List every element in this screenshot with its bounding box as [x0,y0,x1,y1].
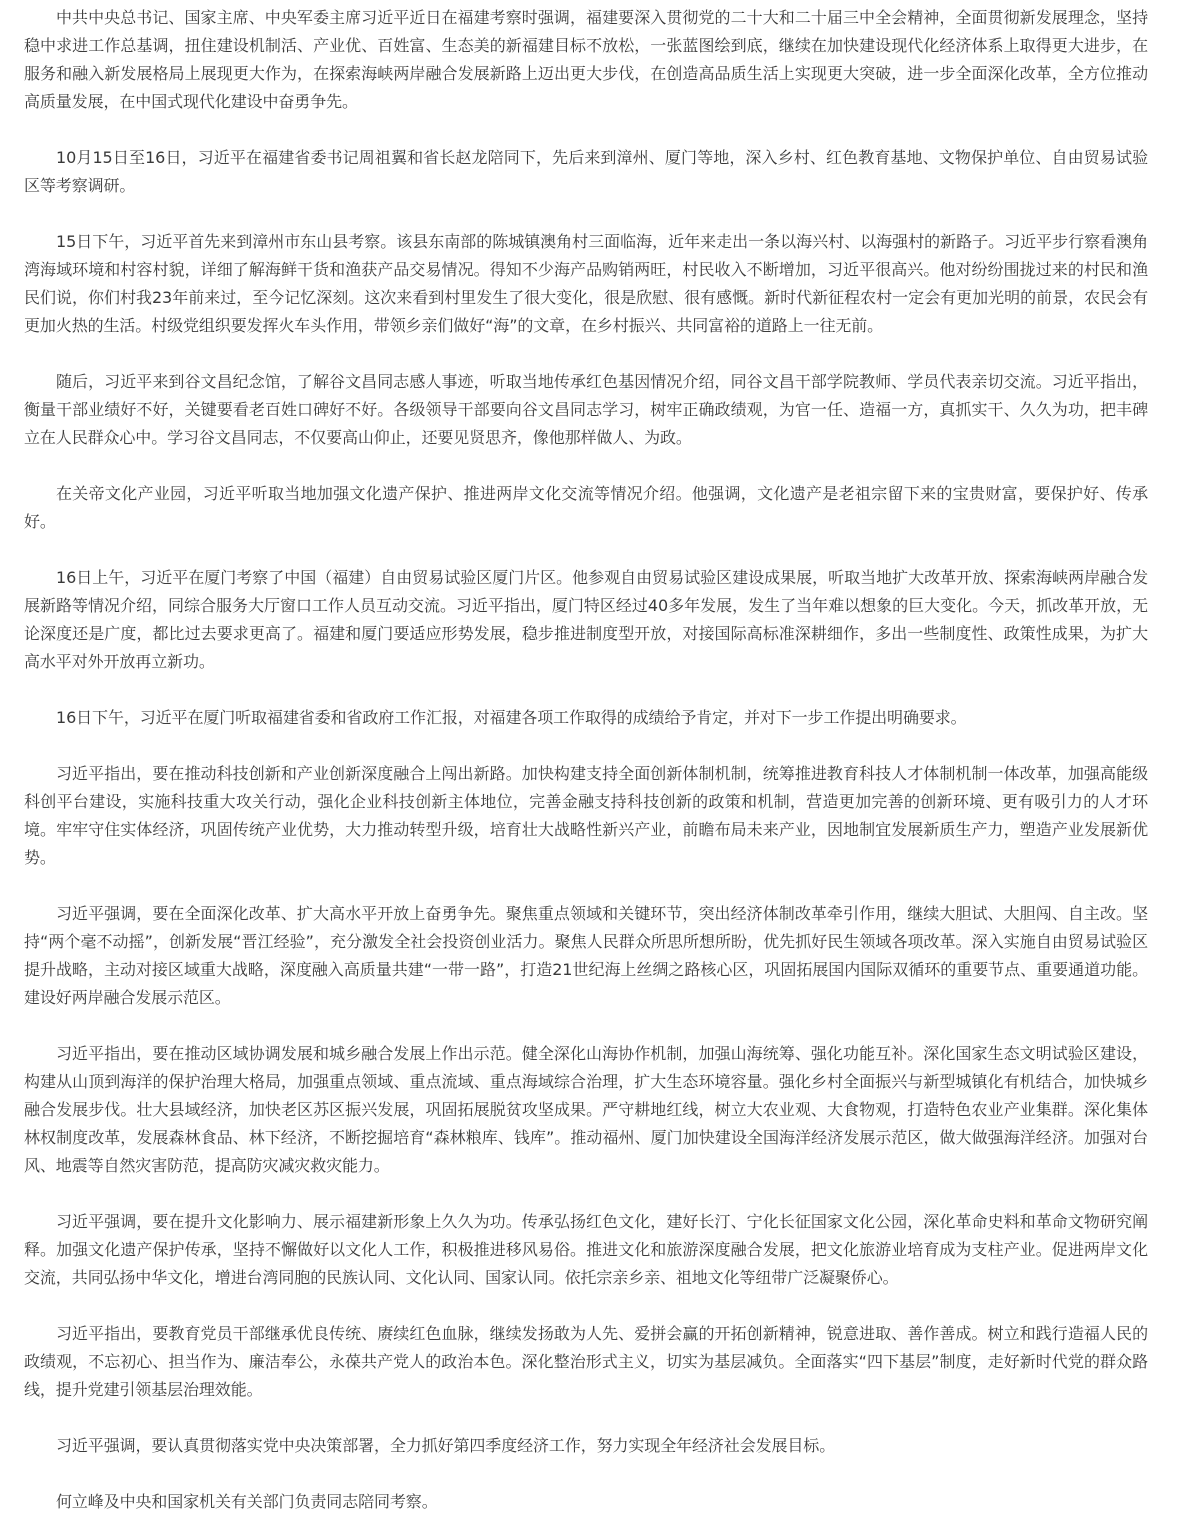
paragraph: 中共中央总书记、国家主席、中央军委主席习近平近日在福建考察时强调，福建要深入贯彻党的二十大和二十届三中全会精神，全面贯彻新发展理念，坚持稳中求进工作总基调，扭住建设机制活、产业优、百姓富、生态美的新福建目标不放松，一张蓝图绘到底，继续在加快建设现代化经济体系上取得更大进步，在服务和融入新发展格局上展现更大作为，在探索海峡两岸融合发展新路上迈出更大步伐，在创造高品质生活上实现更大突破，进一步全面深化改革，全方位推动高质量发展，在中国式现代化建设中奋勇争先。 [24,8,1148,111]
paragraph: 何立峰及中央和国家机关有关部门负责同志陪同考察。 [56,1492,438,1511]
paragraph: 习近平强调，要在全面深化改革、扩大高水平开放上奋勇争先。聚焦重点领域和关键环节，突出经济体制改革牵引作用，继续大胆试、大胆闯、自主改。坚持“两个毫不动摇”，创新发展“晋江经验”，充分激发全社会投资创业活力。聚焦人民群众所思所想所盼，优先抓好民生领域各项改革。深入实施自由贸易试验区提升战略，主动对接区域重大战略，深度融入高质量共建“一带一路”，打造21世纪海上丝绸之路核心区，巩固拓展国内国际双循环的重要节点、重要通道功能。建设好两岸融合发展示范区。 [24,904,1148,1007]
paragraph: 10月15日至16日，习近平在福建省委书记周祖翼和省长赵龙陪同下，先后来到漳州、厦门等地，深入乡村、红色教育基地、文物保护单位、自由贸易试验区等考察调研。 [24,148,1148,195]
paragraph: 习近平指出，要教育党员干部继承优良传统、赓续红色血脉，继续发扬敢为人先、爱拼会赢的开拓创新精神，锐意进取、善作善成。树立和践行造福人民的政绩观，不忘初心、担当作为、廉洁奉公，永葆共产党人的政治本色。深化整治形式主义，切实为基层减负。全面落实“四下基层”制度，走好新时代党的群众路线，提升党建引领基层治理效能。 [24,1324,1148,1399]
paragraph: 习近平指出，要在推动科技创新和产业创新深度融合上闯出新路。加快构建支持全面创新体制机制，统筹推进教育科技人才体制机制一体改革，加强高能级科创平台建设，实施科技重大攻关行动，强化企业科技创新主体地位，完善金融支持科技创新的政策和机制，营造更加完善的创新环境、更有吸引力的人才环境。牢牢守住实体经济，巩固传统产业优势，大力推动转型升级，培育壮大战略性新兴产业，前瞻布局未来产业，因地制宜发展新质生产力，塑造产业发展新优势。 [24,764,1148,867]
paragraph: 习近平指出，要在推动区域协调发展和城乡融合发展上作出示范。健全深化山海协作机制，加强山海统筹、强化功能互补。深化国家生态文明试验区建设，构建从山顶到海洋的保护治理大格局，加强重点领域、重点流域、重点海域综合治理，扩大生态环境容量。强化乡村全面振兴与新型城镇化有机结合，加快城乡融合发展步伐。壮大县域经济，加快老区苏区振兴发展，巩固拓展脱贫攻坚成果。严守耕地红线，树立大农业观、大食物观，打造特色农业产业集群。深化集体林权制度改革，发展森林食品、林下经济，不断挖掘培育“森林粮库、钱库”。推动福州、厦门加快建设全国海洋经济发展示范区，做大做强海洋经济。加强对台风、地震等自然灾害防范，提高防灾减灾救灾能力。 [24,1044,1148,1175]
paragraph: 习近平强调，要认真贯彻落实党中央决策部署，全力抓好第四季度经济工作，努力实现全年经济社会发展目标。 [56,1436,836,1455]
article-body [24,4,1148,1516]
paragraph: 在关帝文化产业园，习近平听取当地加强文化遗产保护、推进两岸文化交流等情况介绍。他强调，文化遗产是老祖宗留下来的宝贵财富，要保护好、传承好。 [24,484,1148,531]
paragraph: 16日上午，习近平在厦门考察了中国（福建）自由贸易试验区厦门片区。他参观自由贸易试验区建设成果展，听取当地扩大改革开放、探索海峡两岸融合发展新路等情况介绍，同综合服务大厅窗口工作人员互动交流。习近平指出，厦门特区经过40多年发展，发生了当年难以想象的巨大变化。今天，抓改革开放，无论深度还是广度，都比过去要求更高了。福建和厦门要适应形势发展，稳步推进制度型开放，对接国际高标准深耕细作，多出一些制度性、政策性成果，为扩大高水平对外开放再立新功。 [24,568,1148,671]
paragraph: 随后，习近平来到谷文昌纪念馆，了解谷文昌同志感人事迹，听取当地传承红色基因情况介绍，同谷文昌干部学院教师、学员代表亲切交流。习近平指出，衡量干部业绩好不好，关键要看老百姓口碑好不好。各级领导干部要向谷文昌同志学习，树牢正确政绩观，为官一任、造福一方，真抓实干、久久为功，把丰碑立在人民群众心中。学习谷文昌同志，不仅要高山仰止，还要见贤思齐，像他那样做人、为政。 [24,372,1148,447]
paragraph: 习近平强调，要在提升文化影响力、展示福建新形象上久久为功。传承弘扬红色文化，建好长汀、宁化长征国家文化公园，深化革命史料和革命文物研究阐释。加强文化遗产保护传承，坚持不懈做好以文化人工作，积极推进移风易俗。推进文化和旅游深度融合发展，把文化旅游业培育成为支柱产业。促进两岸文化交流，共同弘扬中华文化，增进台湾同胞的民族认同、文化认同、国家认同。依托宗亲乡亲、祖地文化等纽带广泛凝聚侨心。 [24,1212,1148,1287]
paragraph: 15日下午，习近平首先来到漳州市东山县考察。该县东南部的陈城镇澳角村三面临海，近年来走出一条以海兴村、以海强村的新路子。习近平步行察看澳角湾海域环境和村容村貌，详细了解海鲜干货和渔获产品交易情况。得知不少海产品购销两旺，村民收入不断增加，习近平很高兴。他对纷纷围拢过来的村民和渔民们说，你们村我23年前来过，至今记忆深刻。这次来看到村里发生了很大变化，很是欣慰、很有感慨。新时代新征程农村一定会有更加光明的前景，农民会有更加火热的生活。村级党组织要发挥火车头作用，带领乡亲们做好“海”的文章，在乡村振兴、共同富裕的道路上一往无前。 [24,232,1148,335]
paragraph: 16日下午，习近平在厦门听取福建省委和省政府工作汇报，对福建各项工作取得的成绩给予肯定，并对下一步工作提出明确要求。 [56,708,967,727]
